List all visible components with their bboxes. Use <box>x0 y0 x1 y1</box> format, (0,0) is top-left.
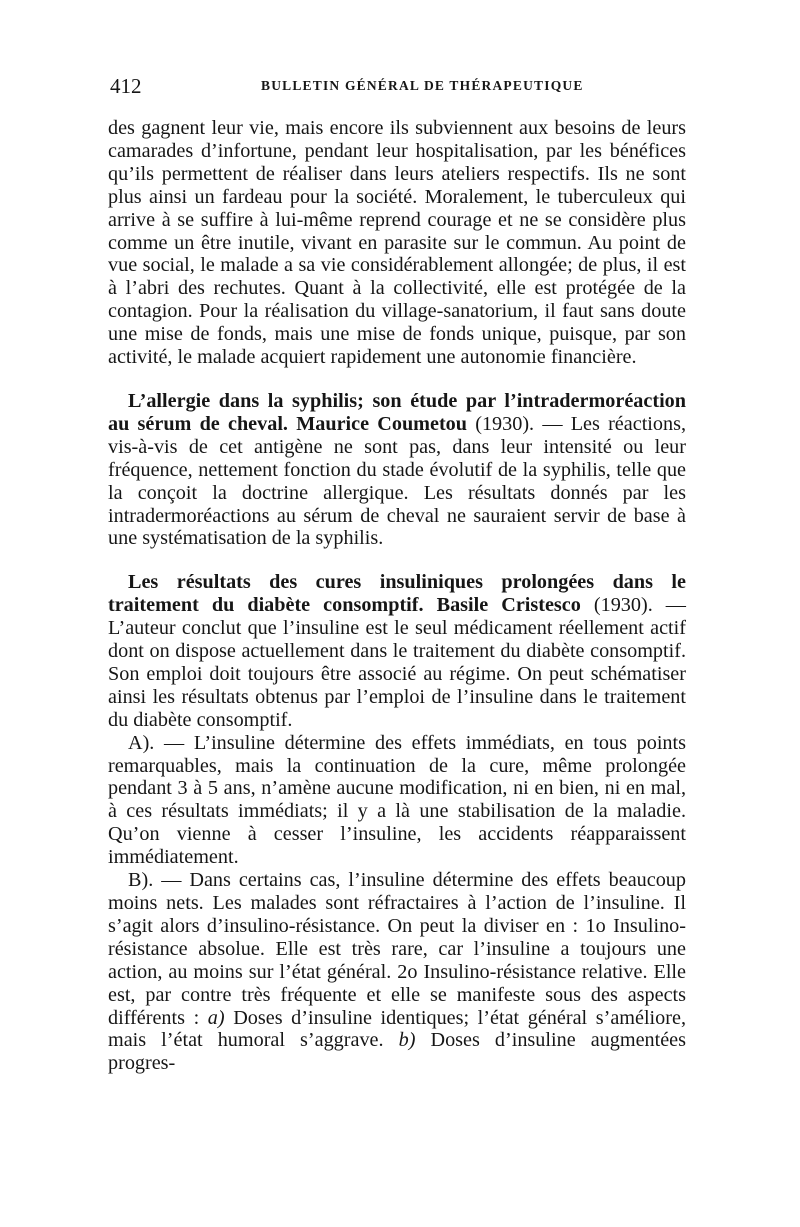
article-year: (1930). <box>467 412 535 435</box>
paragraph-point-b <box>108 869 686 1075</box>
article-cures-insuliniques <box>108 571 686 731</box>
article-year: (1930). <box>580 594 653 617</box>
point-b-text: Doses d’insuline augmentées progres- <box>108 1029 687 1075</box>
article-body: — L’auteur conclut que l’insuline est le seul médicament réellement actif dont on dispose actuellement dans le traitement du diabète consomptif. Son emploi doit toujours être associé au régime. On peut schématiser ainsi les résultats obtenus par l’emploi de l’insuline dans le traitement du diabète consomptif. <box>108 594 686 731</box>
point-b-text: Doses d’insuline identiques; l’état général s’améliore, mais l’état humoral s’aggrave. <box>108 1006 686 1052</box>
article-title: Les résultats des cures insuliniques prolongées dans le traitement du diabète consomptif. Basile Cristesco <box>108 571 686 617</box>
paragraph-point-a: A). — L’insuline détermine des effets immédiats, en tous points remarquables, mais la continuation de la cure, même prolongée pendant 3 à 5 ans, n’amène aucune modification, ni en bien, ni en mal, à ces résultats immédiats; il y a là une stabilisation de la maladie. Qu’on vienne à cesser l’insuline, les accidents réapparaissent immédiatement. <box>108 731 686 869</box>
article-allergie-syphilis <box>108 390 686 550</box>
marker-b: b) <box>398 1029 416 1052</box>
paragraph-continued: des gagnent leur vie, mais encore ils subviennent aux besoins de leurs camarades d’infortune, pendant leur hospitalisation, par les bénéfices qu’ils permettent de réaliser dans leurs ateliers respectifs. Ils ne sont plus ainsi un fardeau pour la société. Moralement, le tuberculeux qui arrive à se suffire à lui-même reprend courage et ne se considère plus comme un être inutile, vivant en parasite sur le commun. Au point de vue social, le malade a sa vie considérablement allongée; de plus, il est à l’abri des rechutes. Quant à la collectivité, elle est protégée de la contagion. Pour la réalisation du village-sanatorium, il faut sans doute une mise de fonds, mais une mise de fonds unique, puisque, par son activité, le malade acquiert rapidement une autonomie financière. <box>108 117 686 369</box>
page-header <box>108 74 688 104</box>
marker-a: a) <box>207 1006 225 1029</box>
article-title: L’allergie dans la syphilis; son étude par l’intradermoréaction au sérum de cheval. Maurice Coumetou <box>108 389 686 435</box>
point-b-text: B). — Dans certains cas, l’insuline détermine des effets beaucoup moins nets. Les malades sont réfractaires à l’action de l’insuline. Il s’agit alors d’insulino-résistance. On peut la diviser en : 1o Insulino-résistance absolue. Elle est très rare, car l’insuline a toujours une action, au moins sur l’état général. 2o Insulino-résistance relative. Elle est, par contre très fréquente et elle se manifeste sous des aspects différents : <box>108 869 686 1029</box>
article-body: — Les réactions, vis-à-vis de cet antigène ne sont pas, dans leur intensité ou leur fréquence, nettement fonction du stade évolutif de la syphilis, telle que la conçoit la doctrine allergique. Les résultats donnés par les intradermoréactions au sérum de cheval ne sauraient servir de base à une systématisation de la syphilis. <box>108 412 686 550</box>
body-text <box>108 117 686 1075</box>
running-title: BULLETIN GÉNÉRAL DE THÉRAPEUTIQUE <box>261 78 584 93</box>
page-number: 412 <box>110 74 142 98</box>
